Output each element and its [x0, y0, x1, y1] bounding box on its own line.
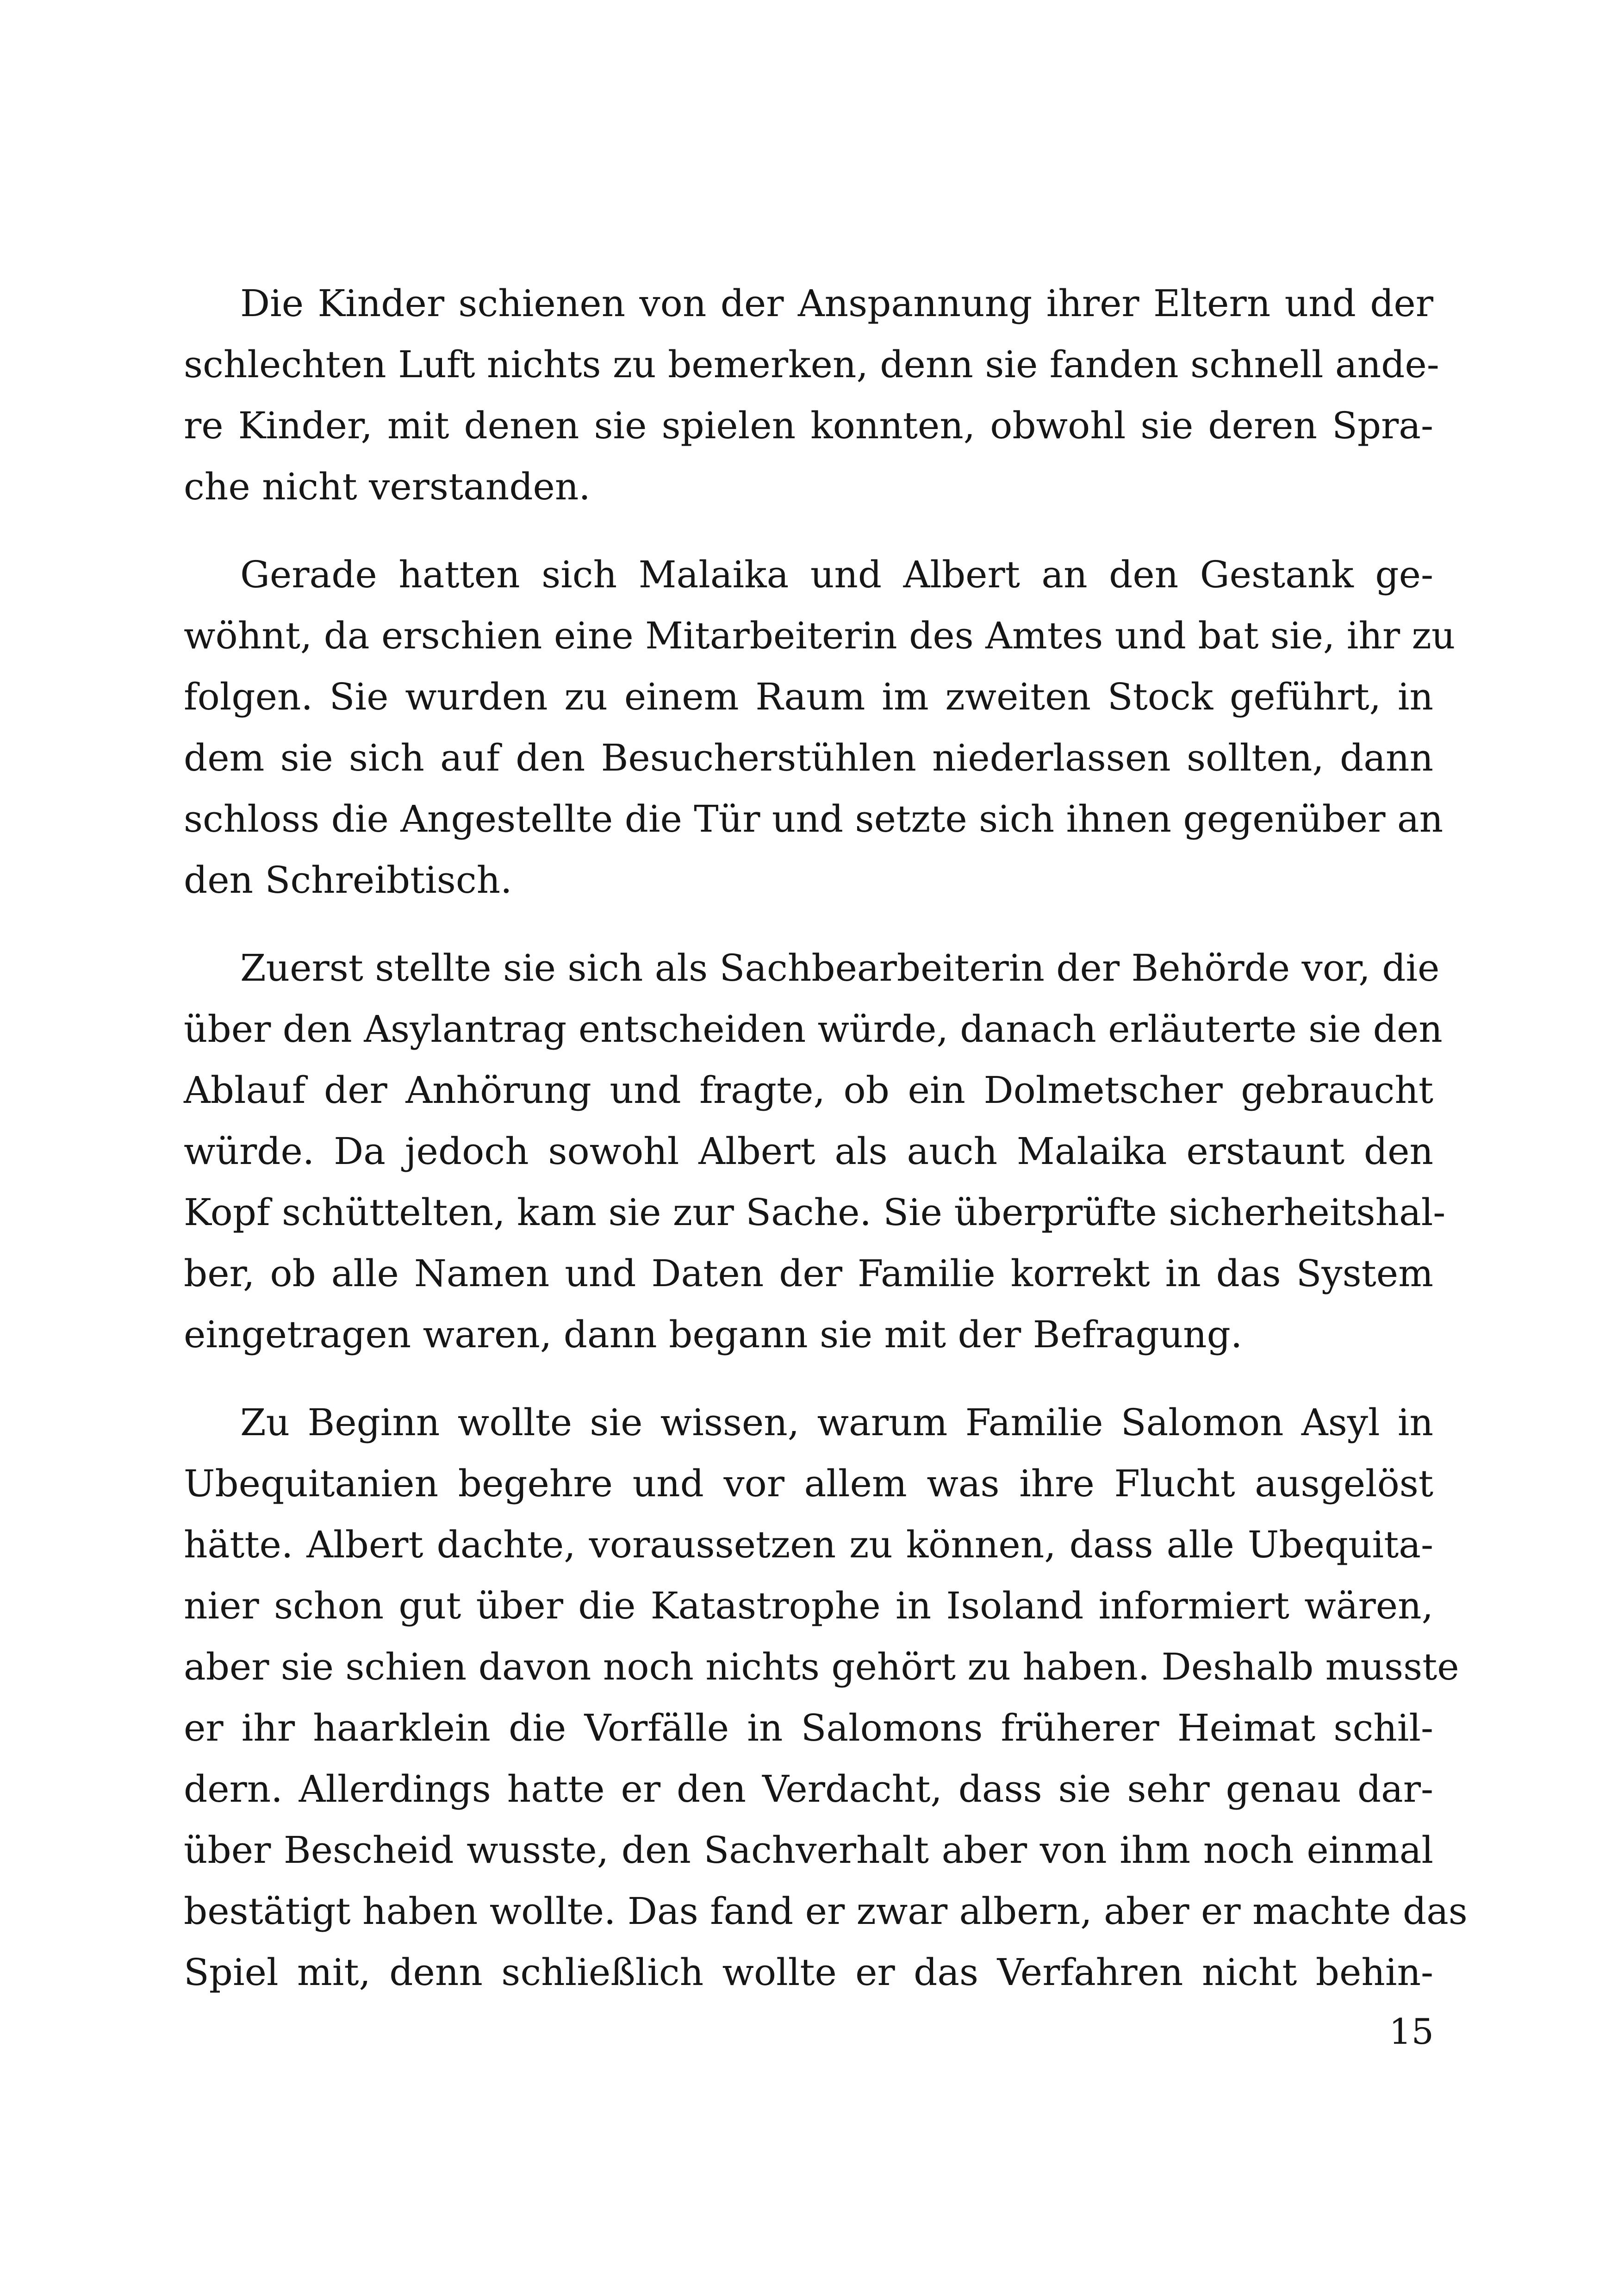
text-line: Ubequitanien begehre und vor allem was ihre Flucht ausgelöst — [184, 1462, 1433, 1505]
text-line: hätte. Albert dachte, voraussetzen zu können, dass alle Ubequita- — [184, 1523, 1433, 1566]
text-line: den Schreibtisch. — [184, 859, 512, 902]
paragraph-3 — [184, 938, 1446, 1365]
text-line: Kopf schüttelten, kam sie zur Sache. Sie überprüfte sicherheitshal- — [184, 1191, 1446, 1234]
text-line: Spiel mit, denn schließlich wollte er das Verfahren nicht behin- — [184, 1951, 1433, 1994]
text-line: er ihr haarklein die Vorfälle in Salomons früherer Heimat schil- — [184, 1706, 1433, 1749]
text-line: würde. Da jedoch sowohl Albert als auch Malaika erstaunt den — [184, 1130, 1433, 1173]
paragraph-1 — [184, 273, 1439, 517]
text-line: Ablauf der Anhörung und fragte, ob ein Dolmetscher gebraucht — [184, 1069, 1433, 1112]
text-line: folgen. Sie wurden zu einem Raum im zweiten Stock geführt, in — [184, 675, 1433, 718]
paragraph-4 — [184, 1392, 1468, 2003]
text-line: über den Asylantrag entscheiden würde, danach erläuterte sie den — [184, 1008, 1443, 1051]
text-line: Gerade hatten sich Malaika und Albert an den Gestank ge- — [240, 553, 1433, 596]
text-line: eingetragen waren, dann begann sie mit der Befragung. — [184, 1313, 1243, 1356]
body-text — [184, 273, 1468, 2030]
text-line: bestätigt haben wollte. Das fand er zwar albern, aber er machte das — [184, 1890, 1468, 1933]
text-line: schloss die Angestellte die Tür und setzte sich ihnen gegenüber an — [184, 797, 1444, 840]
text-line: Zu Beginn wollte sie wissen, warum Familie Salomon Asyl in — [240, 1401, 1433, 1444]
text-line: dern. Allerdings hatte er den Verdacht, dass sie sehr genau dar- — [184, 1767, 1433, 1811]
text-line: schlechten Luft nichts zu bemerken, denn sie fanden schnell ande- — [184, 343, 1439, 386]
page-number: 15 — [1389, 2011, 1434, 2052]
text-line: über Bescheid wusste, den Sachverhalt aber von ihm noch einmal — [184, 1829, 1433, 1872]
text-line: ber, ob alle Namen und Daten der Familie korrekt in das System — [184, 1252, 1433, 1295]
text-line: dem sie sich auf den Besucherstühlen niederlassen sollten, dann — [184, 736, 1433, 779]
text-line: nier schon gut über die Katastrophe in Isoland informiert wären, — [184, 1584, 1433, 1627]
text-line: Die Kinder schienen von der Anspannung ihrer Eltern und der — [240, 282, 1433, 325]
text-line: re Kinder, mit denen sie spielen konnten, obwohl sie deren Spra- — [184, 404, 1433, 447]
text-line: che nicht verstanden. — [184, 465, 591, 508]
text-line: Zuerst stellte sie sich als Sachbearbeiterin der Behörde vor, die — [240, 946, 1440, 989]
paragraph-2 — [184, 544, 1456, 911]
text-line: aber sie schien davon noch nichts gehört zu haben. Deshalb musste — [184, 1645, 1459, 1688]
text-line: wöhnt, da erschien eine Mitarbeiterin des Amtes und bat sie, ihr zu — [184, 614, 1456, 657]
